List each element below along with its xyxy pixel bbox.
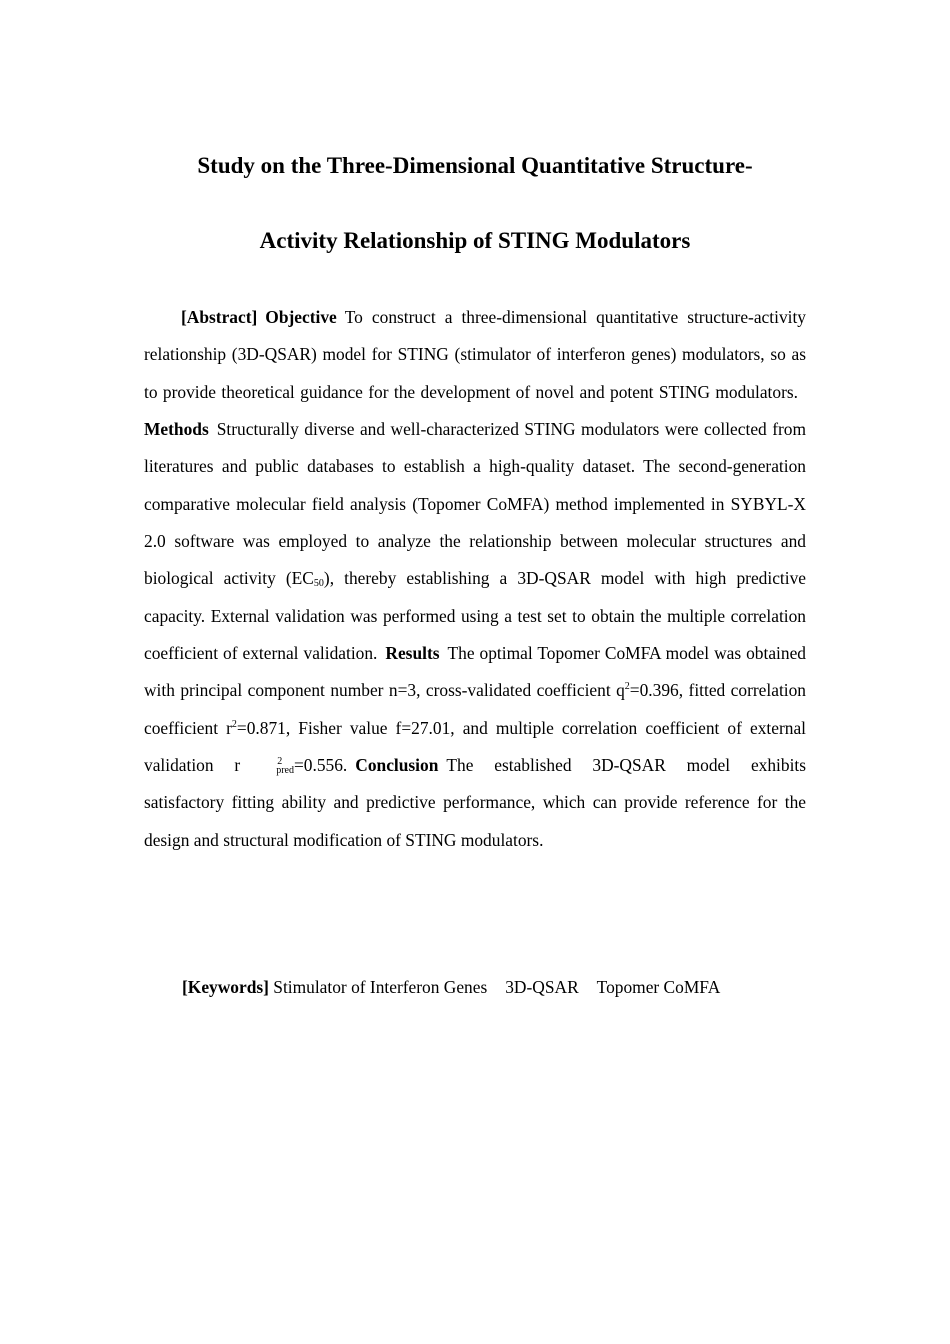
results-text-4: =0.556.	[293, 755, 348, 776]
conclusion-label: Conclusion	[355, 755, 439, 776]
ec50-subscript: 50	[313, 578, 324, 590]
methods-text-1: Structurally diverse and well-characterized STING modulators were collected from literatures and public databases to establish a high-quality dataset. The second-generation comparative molecular field analysis (Topomer CoMFA) method implemented in SYBYL-X 2.0 software was employed to analyze the relationship between molecular structures and biological activity (EC	[144, 419, 806, 589]
rpred-superscript: 2	[277, 756, 283, 768]
r2-superscript: 2	[231, 718, 237, 730]
results-text-1: The optimal Topomer CoMFA model was obtained with principal component number n=3, cross-validated coefficient q	[144, 643, 806, 701]
keywords-line	[182, 973, 720, 1001]
rpred-subscript: pred	[276, 765, 294, 777]
conclusion-text: The established 3D-QSAR model exhibits satisfactory fitting ability and predictive performance, which can provide reference for the design and structural modification of STING modulators.	[144, 755, 807, 850]
abstract-paragraph	[144, 299, 806, 859]
keyword-item: Topomer CoMFA	[596, 977, 721, 997]
methods-label: Methods	[144, 419, 209, 440]
paper-title-line-1: Study on the Three-Dimensional Quantitative Structure-	[197, 153, 753, 178]
results-text-2: =0.396, fitted correlation coefficient r	[144, 680, 806, 738]
methods-text-2: ), thereby establishing a 3D-QSAR model with high predictive capacity. External validation was performed using a test set to obtain the multiple correlation coefficient of external validation.	[144, 568, 806, 664]
paper-title-line-2: Activity Relationship of STING Modulators	[259, 228, 691, 253]
objective-text: To construct a three-dimensional quantitative structure-activity relationship (3D-QSAR) model for STING (stimulator of interferon genes) modulators, so as to provide theoretical guidance for the development of novel and potent STING modulators.	[144, 307, 806, 402]
q2-superscript: 2	[624, 681, 630, 693]
results-label: Results	[385, 643, 440, 664]
keyword-item: Stimulator of Interferon Genes	[273, 977, 488, 997]
objective-label: Objective	[265, 307, 337, 327]
results-text-3: =0.871, Fisher value f=27.01, and multiple correlation coefficient of external validation r	[144, 717, 806, 776]
keyword-item: 3D-QSAR	[505, 977, 579, 997]
keywords-label: [Keywords]	[182, 977, 269, 997]
abstract-label: [Abstract]	[181, 307, 258, 327]
